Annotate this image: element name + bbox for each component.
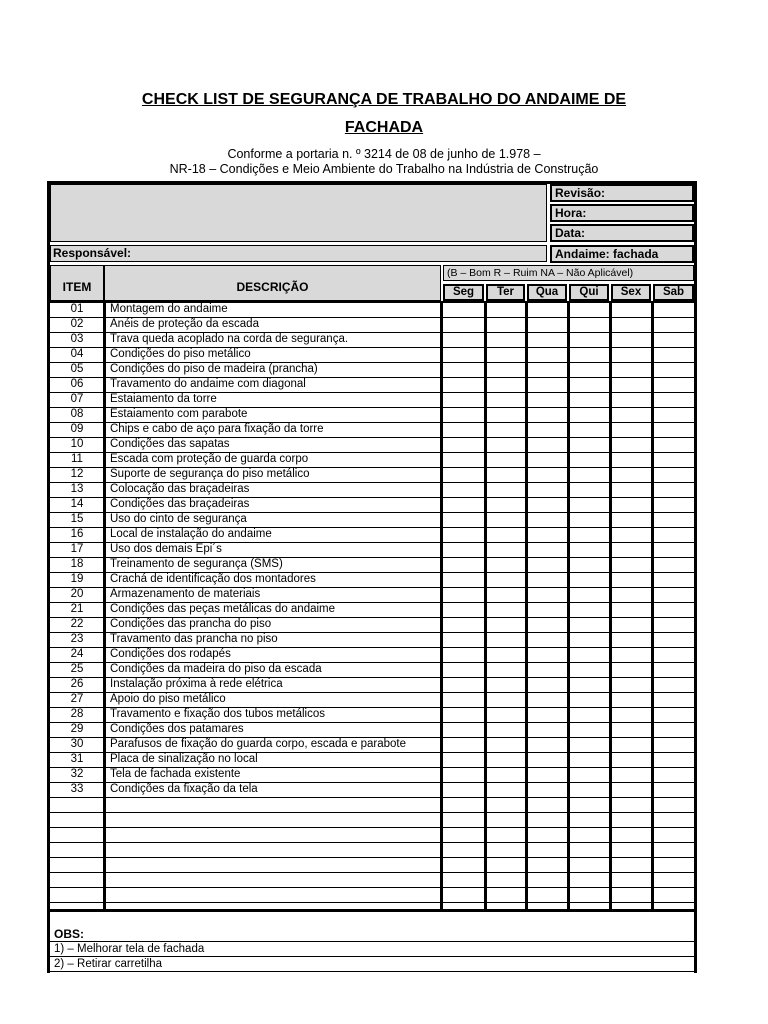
descricao-header: DESCRIÇÃO [236,280,309,294]
responsavel-field[interactable] [50,245,547,262]
row-item-number: 19 [70,573,84,585]
row-item-number: 14 [70,498,84,510]
obs-item-2: 2) – Retirar carretilha [54,958,163,970]
row-description: Uso do cinto de segurança [110,513,247,525]
row-item-number: 25 [70,663,84,675]
row-description: Condições dos rodapés [110,648,231,660]
row-item-number: 12 [70,468,84,480]
row-item-number: 30 [70,738,84,750]
row-item-number: 06 [70,378,84,390]
row-item-number: 27 [70,693,84,705]
row-description: Crachá de identificação dos montadores [110,573,316,585]
row-item-number: 04 [70,348,84,360]
row-item-number: 10 [70,438,84,450]
row-item-number: 01 [70,303,84,315]
row-item-number: 31 [70,753,84,765]
data-field[interactable] [550,224,694,242]
legend-text: (B – Bom R – Ruim NA – Não Aplicável) [447,267,634,279]
row-description: Condições do piso de madeira (prancha) [110,363,318,375]
row-item-number: 18 [70,558,84,570]
row-item-number: 24 [70,648,84,660]
row-description: Apoio do piso metálico [110,693,226,705]
obs-line-3 [50,971,694,972]
row-item-number: 29 [70,723,84,735]
row-item-number: 32 [70,768,84,780]
row-description: Montagem do andaime [110,303,228,315]
subtitle-line2: NR-18 – Condições e Meio Ambiente do Trabalho na Indústria de Construção [169,162,599,176]
row-description: Instalação próxima à rede elétrica [110,678,283,690]
andaime-label: Andaime: fachada [555,247,659,261]
obs-item-1: 1) – Melhorar tela de fachada [54,943,205,955]
hora-field[interactable] [550,204,694,222]
row-description: Condições das sapatas [110,438,230,450]
row-item-number: 08 [70,408,84,420]
row-item-number: 22 [70,618,84,630]
row-item-number: 28 [70,708,84,720]
row-line [50,887,694,888]
data-label: Data: [555,226,586,240]
row-description: Trava queda acoplado na corda de segurança. [110,333,349,345]
document-title-line2: FACHADA [344,119,424,136]
row-item-number: 17 [70,543,84,555]
responsavel-label: Responsável: [53,246,132,260]
row-item-number: 33 [70,783,84,795]
document-title-line1: CHECK LIST DE SEGURANÇA DE TRABALHO DO ANDAIME DE [141,91,627,108]
row-item-number: 26 [70,678,84,690]
row-description: Escada com proteção de guarda corpo [110,453,309,465]
row-description: Placa de sinalização no local [110,753,258,765]
row-description: Anéis de proteção da escada [110,318,259,330]
row-item-number: 07 [70,393,84,405]
row-item-number: 16 [70,528,84,540]
row-description: Uso dos demais Epi´s [110,543,222,555]
row-description: Suporte de segurança do piso metálico [110,468,310,480]
day-header-1: Ter [486,284,525,301]
row-description: Condições do piso metálico [110,348,251,360]
day-header-4: Sex [611,284,651,301]
day-header-3: Qui [569,284,609,301]
row-description: Travamento das prancha no piso [110,633,278,645]
row-description: Travamento do andaime com diagonal [110,378,306,390]
row-description: Parafusos de fixação do guarda corpo, escada e parabote [110,738,407,750]
revisao-field[interactable] [550,184,694,202]
row-item-number: 03 [70,333,84,345]
row-description: Treinamento de segurança (SMS) [110,558,283,570]
row-description: Armazenamento de materiais [110,588,261,600]
row-item-number: 09 [70,423,84,435]
row-description: Condições dos patamares [110,723,244,735]
obs-label: OBS: [54,927,84,941]
row-description: Condições das prancha do piso [110,618,272,630]
day-header-0: Seg [443,284,484,301]
row-item-number: 11 [71,453,83,465]
item-header: ITEM [62,280,92,294]
descricao-header-cell [104,265,441,301]
row-item-number: 20 [70,588,84,600]
subtitle-line1: Conforme a portaria n. º 3214 de 08 de junho de 1.978 – [227,147,541,161]
row-line [50,827,694,828]
row-line [50,872,694,873]
andaime-field[interactable] [550,245,694,263]
day-header-5: Sab [653,284,694,301]
row-description: Condições das braçadeiras [110,498,250,510]
row-item-number: 23 [70,633,84,645]
row-description: Local de instalação do andaime [110,528,272,540]
row-item-number: 13 [70,483,84,495]
row-item-number: 15 [70,513,84,525]
obs-top-line [47,909,697,912]
row-description: Travamento e fixação dos tubos metálicos [110,708,325,720]
row-description: Tela de fachada existente [110,768,241,780]
day-header-2: Qua [527,284,567,301]
row-item-number: 05 [70,363,84,375]
row-item-number: 21 [70,603,84,615]
row-line [50,902,694,903]
row-line [50,842,694,843]
row-description: Estaiamento com parabote [110,408,248,420]
row-description: Condições da fixação da tela [110,783,258,795]
row-item-number: 02 [70,318,84,330]
row-description: Estaiamento da torre [110,393,217,405]
hora-label: Hora: [555,206,587,220]
row-line [50,812,694,813]
legend-cell [443,265,694,281]
item-header-cell [50,265,104,301]
row-description: Condições das peças metálicas do andaime [110,603,336,615]
row-line [50,857,694,858]
header-blank-area [50,184,547,242]
revisao-label: Revisão: [555,186,606,200]
row-description: Chips e cabo de aço para fixação da torre [110,423,324,435]
row-description: Condições da madeira do piso da escada [110,663,322,675]
row-description: Colocação das braçadeiras [110,483,250,495]
row-line [50,797,694,798]
